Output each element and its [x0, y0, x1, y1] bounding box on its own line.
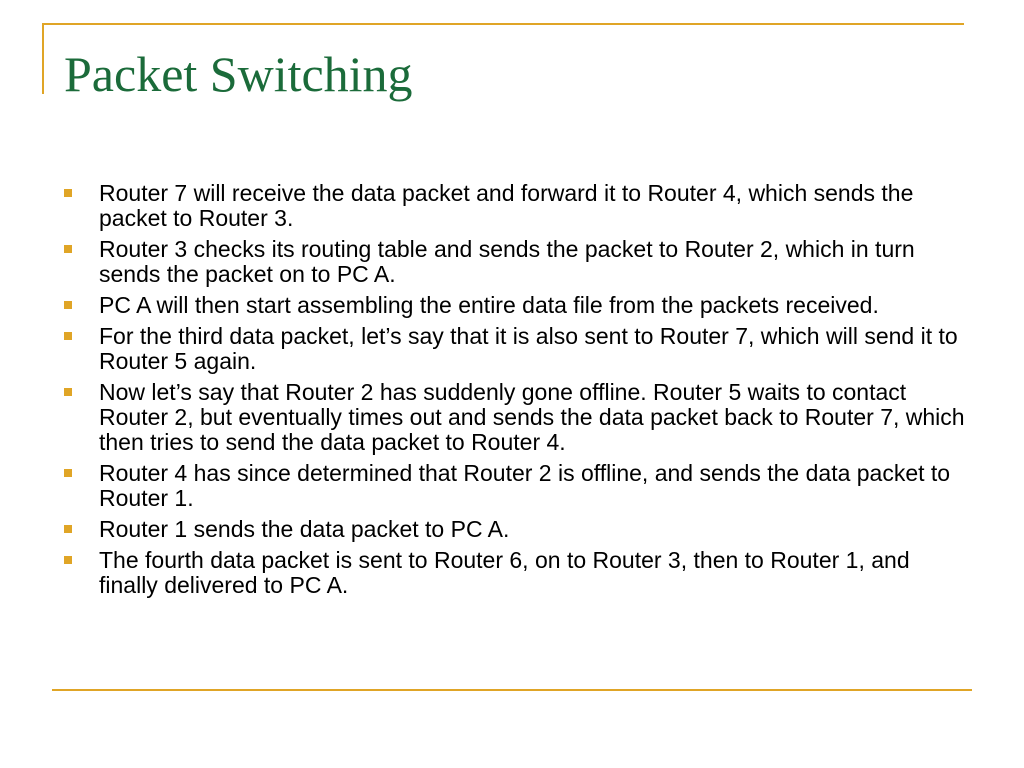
bullet-item — [64, 324, 969, 374]
square-bullet-icon — [64, 556, 72, 564]
bullet-item — [64, 517, 969, 542]
slide-title: Packet Switching — [64, 46, 413, 102]
frame-bottom-line — [52, 689, 972, 691]
bullet-list — [64, 181, 969, 604]
square-bullet-icon — [64, 525, 72, 533]
bullet-text: Router 3 checks its routing table and sends the packet to Router 2, which in turn sends the packet on to PC A. — [99, 236, 915, 287]
bullet-item — [64, 293, 969, 318]
bullet-item — [64, 380, 969, 455]
frame-left-line — [42, 23, 44, 94]
square-bullet-icon — [64, 469, 72, 477]
bullet-item — [64, 237, 969, 287]
square-bullet-icon — [64, 301, 72, 309]
bullet-text: PC A will then start assembling the entire data file from the packets received. — [99, 292, 879, 318]
square-bullet-icon — [64, 245, 72, 253]
bullet-text: Router 7 will receive the data packet and forward it to Router 4, which sends the packet to Router 3. — [99, 180, 914, 231]
square-bullet-icon — [64, 332, 72, 340]
square-bullet-icon — [64, 388, 72, 396]
bullet-text: Router 4 has since determined that Router 2 is offline, and sends the data packet to Router 1. — [99, 460, 951, 511]
square-bullet-icon — [64, 189, 72, 197]
bullet-text: For the third data packet, let’s say that it is also sent to Router 7, which will send it to Router 5 again. — [99, 323, 958, 374]
bullet-text: Router 1 sends the data packet to PC A. — [99, 516, 510, 542]
bullet-text: The fourth data packet is sent to Router 6, on to Router 3, then to Router 1, and finally delivered to PC A. — [99, 547, 910, 598]
bullet-item — [64, 461, 969, 511]
bullet-text: Now let’s say that Router 2 has suddenly gone offline. Router 5 waits to contact Router 2, but eventually times out and sends the data packet back to Router 7, which then tries to send the data packet to Router 4. — [99, 379, 965, 455]
frame-top-line — [42, 23, 964, 25]
bullet-item — [64, 548, 969, 598]
bullet-item — [64, 181, 969, 231]
